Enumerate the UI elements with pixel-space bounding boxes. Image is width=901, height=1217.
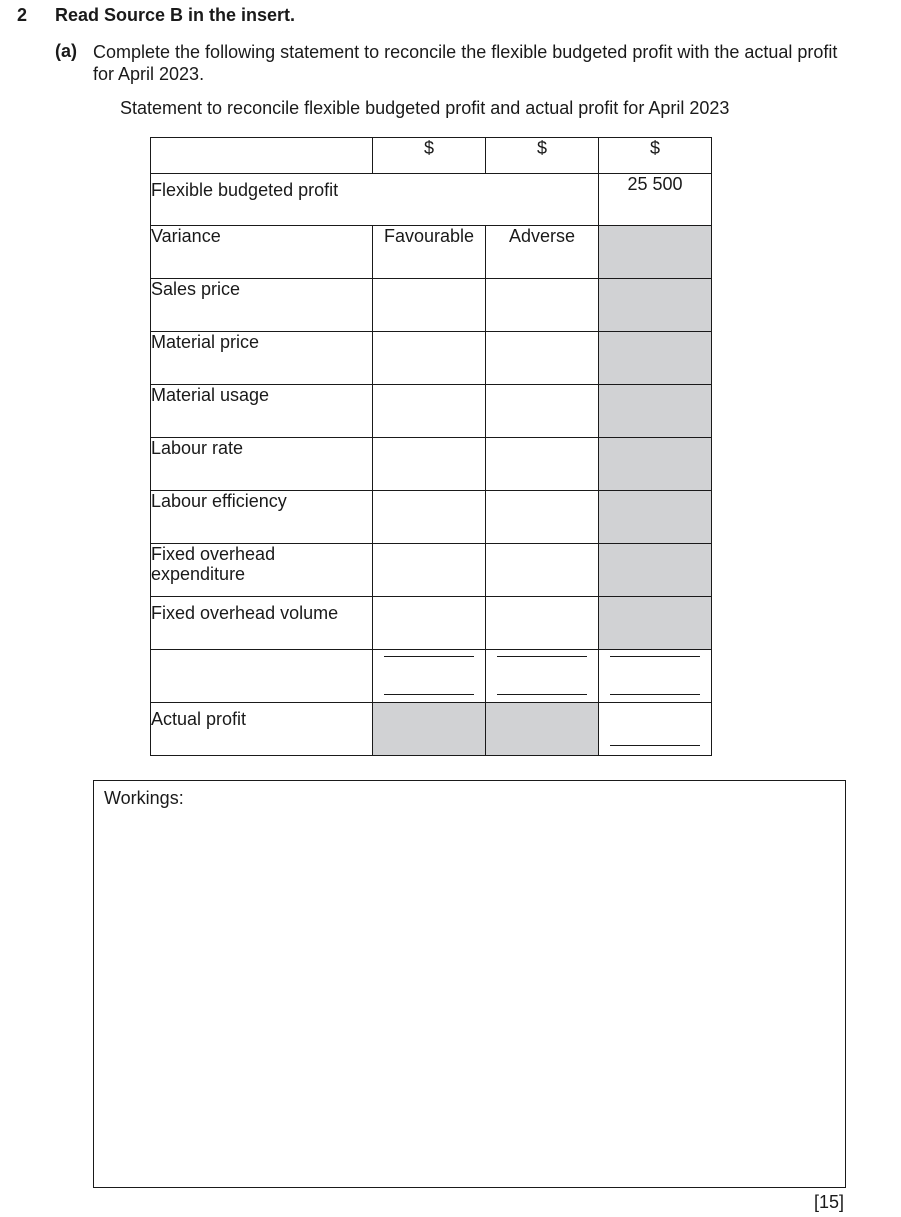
- total-rule: [497, 656, 587, 657]
- total-rule: [610, 656, 700, 657]
- table-row: [151, 385, 712, 438]
- answer-cell-adverse[interactable]: [486, 544, 599, 597]
- part-instructions: Complete the following statement to reconcile the flexible budgeted profit with the actual profit for April 2023.: [93, 42, 838, 84]
- shaded-cell: [373, 703, 486, 756]
- row-label-sales-price: Sales price: [151, 279, 373, 332]
- part-label: (a): [55, 41, 77, 61]
- adverse-label: Adverse: [486, 226, 599, 279]
- marks-allocation: [15]: [814, 1192, 845, 1212]
- flexible-profit-value: 25 500: [599, 174, 712, 226]
- total-rule: [384, 694, 474, 695]
- row-label-material-price: Material price: [151, 332, 373, 385]
- shaded-cell: [599, 279, 712, 332]
- reconciliation-table: [150, 137, 712, 756]
- shaded-cell: [599, 491, 712, 544]
- row-label-material-usage: Material usage: [151, 385, 373, 438]
- table-row: [151, 438, 712, 491]
- table-row: [151, 544, 712, 597]
- row-label-fixed-overhead-expenditure: Fixed overhead expenditure: [151, 544, 373, 597]
- totals-label-cell[interactable]: [151, 650, 373, 703]
- totals-row: [151, 650, 712, 703]
- shaded-cell: [599, 226, 712, 279]
- total-rule: [384, 656, 474, 657]
- shaded-cell: [599, 385, 712, 438]
- table-row: [151, 279, 712, 332]
- currency-header-total: $: [599, 138, 712, 174]
- workings-box[interactable]: [93, 780, 846, 1188]
- answer-cell-favourable[interactable]: [373, 332, 486, 385]
- total-cell-favourable[interactable]: [373, 650, 486, 703]
- variance-label: Variance: [151, 226, 373, 279]
- currency-header-row: [151, 138, 712, 174]
- currency-header-favourable: $: [373, 138, 486, 174]
- row-label-labour-rate: Labour rate: [151, 438, 373, 491]
- answer-cell-favourable[interactable]: [373, 597, 486, 650]
- workings-label: Workings:: [104, 788, 184, 808]
- actual-profit-answer-cell[interactable]: [599, 703, 712, 756]
- variance-header-row: [151, 226, 712, 279]
- actual-profit-label: Actual profit: [151, 703, 373, 756]
- total-rule: [497, 694, 587, 695]
- answer-cell-adverse[interactable]: [486, 597, 599, 650]
- shaded-cell: [599, 438, 712, 491]
- answer-cell-favourable[interactable]: [373, 385, 486, 438]
- answer-cell-adverse[interactable]: [486, 491, 599, 544]
- total-rule: [610, 745, 700, 746]
- total-rule: [610, 694, 700, 695]
- answer-cell-adverse[interactable]: [486, 385, 599, 438]
- row-label-fixed-overhead-volume: Fixed overhead volume: [151, 597, 373, 650]
- answer-cell-favourable[interactable]: [373, 279, 486, 332]
- shaded-cell: [599, 544, 712, 597]
- flexible-profit-label: Flexible budgeted profit: [151, 174, 599, 226]
- answer-cell-favourable[interactable]: [373, 438, 486, 491]
- shaded-cell: [486, 703, 599, 756]
- answer-cell-favourable[interactable]: [373, 491, 486, 544]
- row-label-labour-efficiency: Labour efficiency: [151, 491, 373, 544]
- shaded-cell: [599, 332, 712, 385]
- total-cell-net[interactable]: [599, 650, 712, 703]
- table-row: [151, 597, 712, 650]
- total-cell-adverse[interactable]: [486, 650, 599, 703]
- currency-header-adverse: $: [486, 138, 599, 174]
- question-number: 2: [17, 5, 28, 25]
- question-title: Read Source B in the insert.: [55, 5, 296, 25]
- table-row: [151, 491, 712, 544]
- answer-cell-adverse[interactable]: [486, 438, 599, 491]
- flexible-profit-row: [151, 174, 712, 226]
- shaded-cell: [599, 597, 712, 650]
- statement-caption: Statement to reconcile flexible budgeted profit and actual profit for April 2023: [120, 98, 730, 118]
- favourable-label: Favourable: [373, 226, 486, 279]
- answer-cell-adverse[interactable]: [486, 332, 599, 385]
- blank-header-cell: [151, 138, 373, 174]
- actual-profit-row: [151, 703, 712, 756]
- table-row: [151, 332, 712, 385]
- answer-cell-favourable[interactable]: [373, 544, 486, 597]
- answer-cell-adverse[interactable]: [486, 279, 599, 332]
